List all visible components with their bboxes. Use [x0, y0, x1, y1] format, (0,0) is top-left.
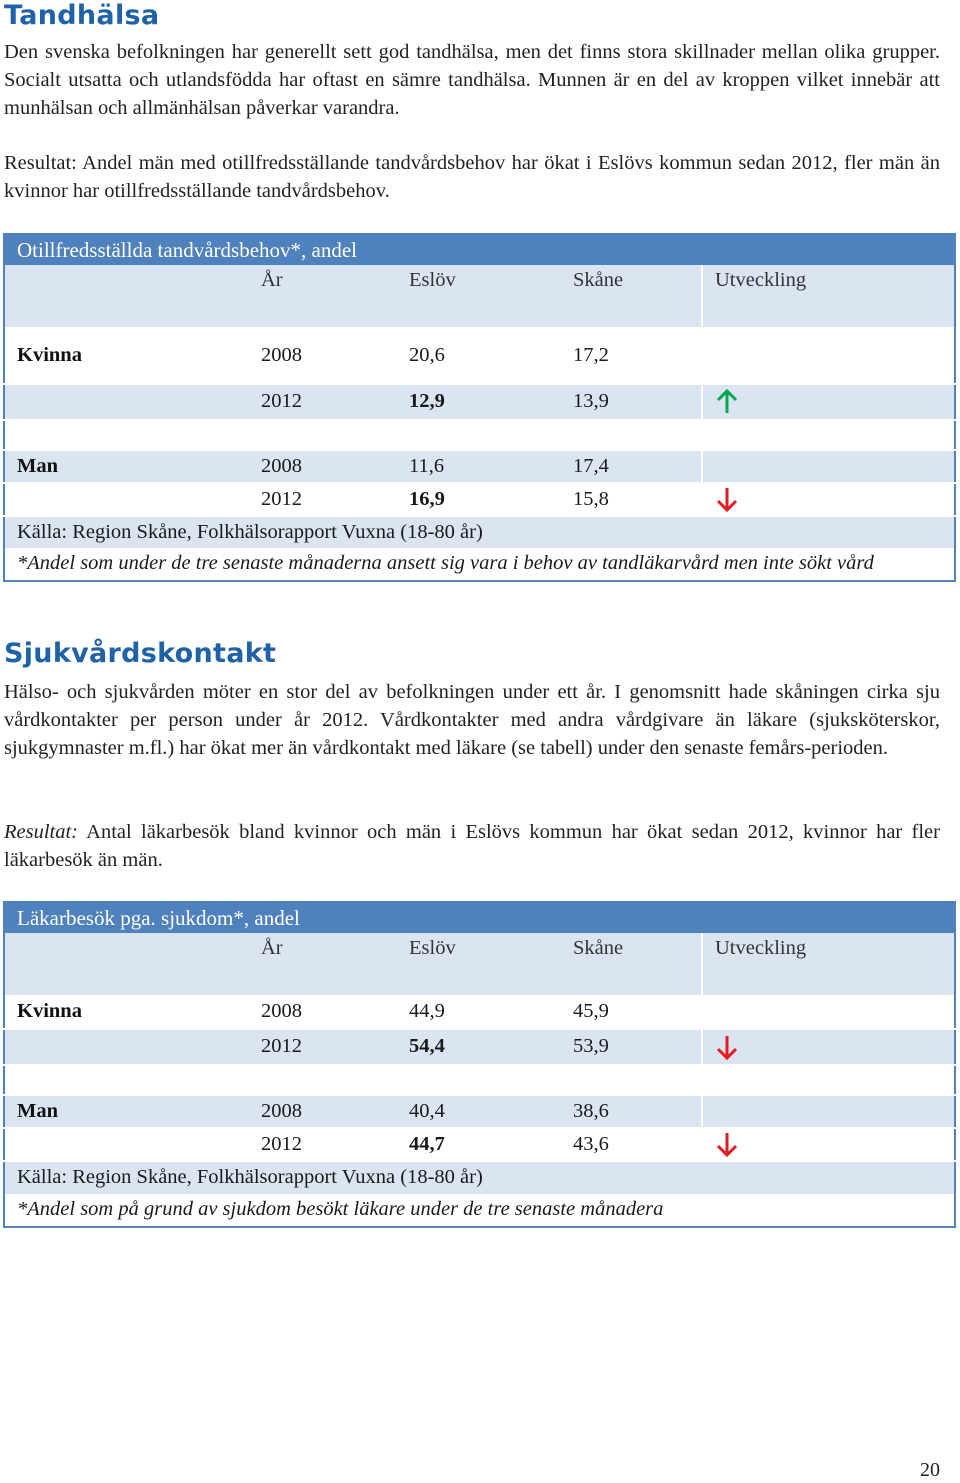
row-eslov: 40,4 — [397, 1095, 561, 1128]
table-title: Läkarbesök pga. sjukdom*, andel — [4, 902, 955, 933]
header-year: År — [249, 265, 397, 328]
row-eslov: 16,9 — [397, 483, 561, 516]
row-trend — [702, 1029, 955, 1065]
result-text: Andel män med otillfredsställande tandvårdsbehov har ökat i Eslövs kommun sedan 2012, fler män än kvinnor har otillfredsställande tandvårdsbehov. — [4, 152, 940, 202]
row-year: 2008 — [249, 450, 397, 483]
row-group — [4, 1128, 249, 1161]
row-year: 2012 — [249, 483, 397, 516]
table-row — [4, 1095, 955, 1128]
row-group — [4, 1029, 249, 1065]
row-trend — [702, 450, 955, 483]
table-lakarbesok — [3, 901, 956, 1228]
footnote-row — [4, 1194, 955, 1227]
table-row — [4, 996, 955, 1029]
header-trend: Utveckling — [702, 265, 955, 328]
intro-paragraph-tandhalsa: Den svenska befolkningen har generellt sett god tandhälsa, men det finns stora skillnader mellan olika grupper. Socialt utsatta och utlandsfödda har oftast en sämre tandhälsa. Munnen är en del av kroppen vilket innebär att munhälsan och allmänhälsan påverkar varandra. — [4, 41, 940, 119]
intro-paragraph-sjukvard: Hälso- och sjukvården möter en stor del av befolkningen under ett år. I genomsnitt hade skåningen cirka sju vårdkontakter per person under år 2012. Vårdkontakter med andra vårdgivare än läkare (sjuksköterskor, sjukgymnaster m.fl.) har ökat mer än vårdkontakt med läkare (se tabell) under den senaste femårs-perioden. — [4, 681, 940, 759]
row-skane: 45,9 — [561, 996, 702, 1029]
row-year: 2008 — [249, 996, 397, 1029]
source-row — [4, 1161, 955, 1194]
footnote-row — [4, 548, 955, 581]
row-trend — [702, 384, 955, 420]
row-year: 2012 — [249, 1128, 397, 1161]
row-skane: 43,6 — [561, 1128, 702, 1161]
row-year: 2012 — [249, 384, 397, 420]
table-row — [4, 483, 955, 516]
row-group: Man — [4, 450, 249, 483]
table-row — [4, 328, 955, 384]
arrow-down-icon — [715, 486, 739, 512]
row-year: 2012 — [249, 1029, 397, 1065]
header-skane: Skåne — [561, 265, 702, 328]
row-year: 2008 — [249, 328, 397, 384]
table-source: Källa: Region Skåne, Folkhälsorapport Vuxna (18-80 år) — [4, 1161, 955, 1194]
row-skane: 13,9 — [561, 384, 702, 420]
row-eslov: 11,6 — [397, 450, 561, 483]
row-eslov: 44,9 — [397, 996, 561, 1029]
row-skane: 17,2 — [561, 328, 702, 384]
row-skane: 38,6 — [561, 1095, 702, 1128]
row-eslov: 12,9 — [397, 384, 561, 420]
row-group: Man — [4, 1095, 249, 1128]
table-row — [4, 384, 955, 420]
source-row — [4, 516, 955, 548]
header-trend: Utveckling — [702, 933, 955, 996]
result-label: Resultat: — [4, 152, 77, 174]
arrow-up-icon — [715, 389, 739, 415]
spacer-row — [4, 1065, 955, 1095]
row-eslov: 44,7 — [397, 1128, 561, 1161]
table-title: Otillfredsställda tandvårdsbehov*, andel — [4, 234, 955, 265]
row-trend — [702, 483, 955, 516]
row-group: Kvinna — [4, 328, 249, 384]
spacer-row — [4, 420, 955, 450]
row-group — [4, 483, 249, 516]
row-trend — [702, 996, 955, 1029]
table-source: Källa: Region Skåne, Folkhälsorapport Vuxna (18-80 år) — [4, 516, 955, 548]
row-skane: 17,4 — [561, 450, 702, 483]
header-group — [4, 265, 249, 328]
section-heading-tandhalsa: Tandhälsa — [4, 0, 160, 31]
result-paragraph-tandhalsa — [4, 149, 940, 205]
result-paragraph-sjukvard — [4, 818, 940, 874]
row-trend — [702, 1095, 955, 1128]
row-group — [4, 384, 249, 420]
section-heading-sjukvardskontakt: Sjukvårdskontakt — [4, 638, 277, 669]
table-row — [4, 1128, 955, 1161]
arrow-down-icon — [715, 1034, 739, 1060]
table-row — [4, 1029, 955, 1065]
table-footnote: *Andel som under de tre senaste månaderna ansett sig vara i behov av tandläkarvård men inte sökt vård — [4, 548, 955, 581]
header-eslov: Eslöv — [397, 265, 561, 328]
row-eslov: 54,4 — [397, 1029, 561, 1065]
header-eslov: Eslöv — [397, 933, 561, 996]
result-text: Antal läkarbesök bland kvinnor och män i Eslövs kommun har ökat sedan 2012, kvinnor har fler läkarbesök än män. — [4, 821, 940, 871]
table-footnote: *Andel som på grund av sjukdom besökt läkare under de tre senaste månadera — [4, 1194, 955, 1227]
arrow-down-icon — [715, 1131, 739, 1157]
row-year: 2008 — [249, 1095, 397, 1128]
row-trend — [702, 328, 955, 384]
row-skane: 15,8 — [561, 483, 702, 516]
page-number: 20 — [920, 1459, 940, 1481]
row-eslov: 20,6 — [397, 328, 561, 384]
table-tandvardsbehov — [3, 233, 956, 582]
header-group — [4, 933, 249, 996]
header-year: År — [249, 933, 397, 996]
header-skane: Skåne — [561, 933, 702, 996]
table-row — [4, 450, 955, 483]
result-label: Resultat: — [4, 821, 79, 843]
row-group: Kvinna — [4, 996, 249, 1029]
row-skane: 53,9 — [561, 1029, 702, 1065]
row-trend — [702, 1128, 955, 1161]
